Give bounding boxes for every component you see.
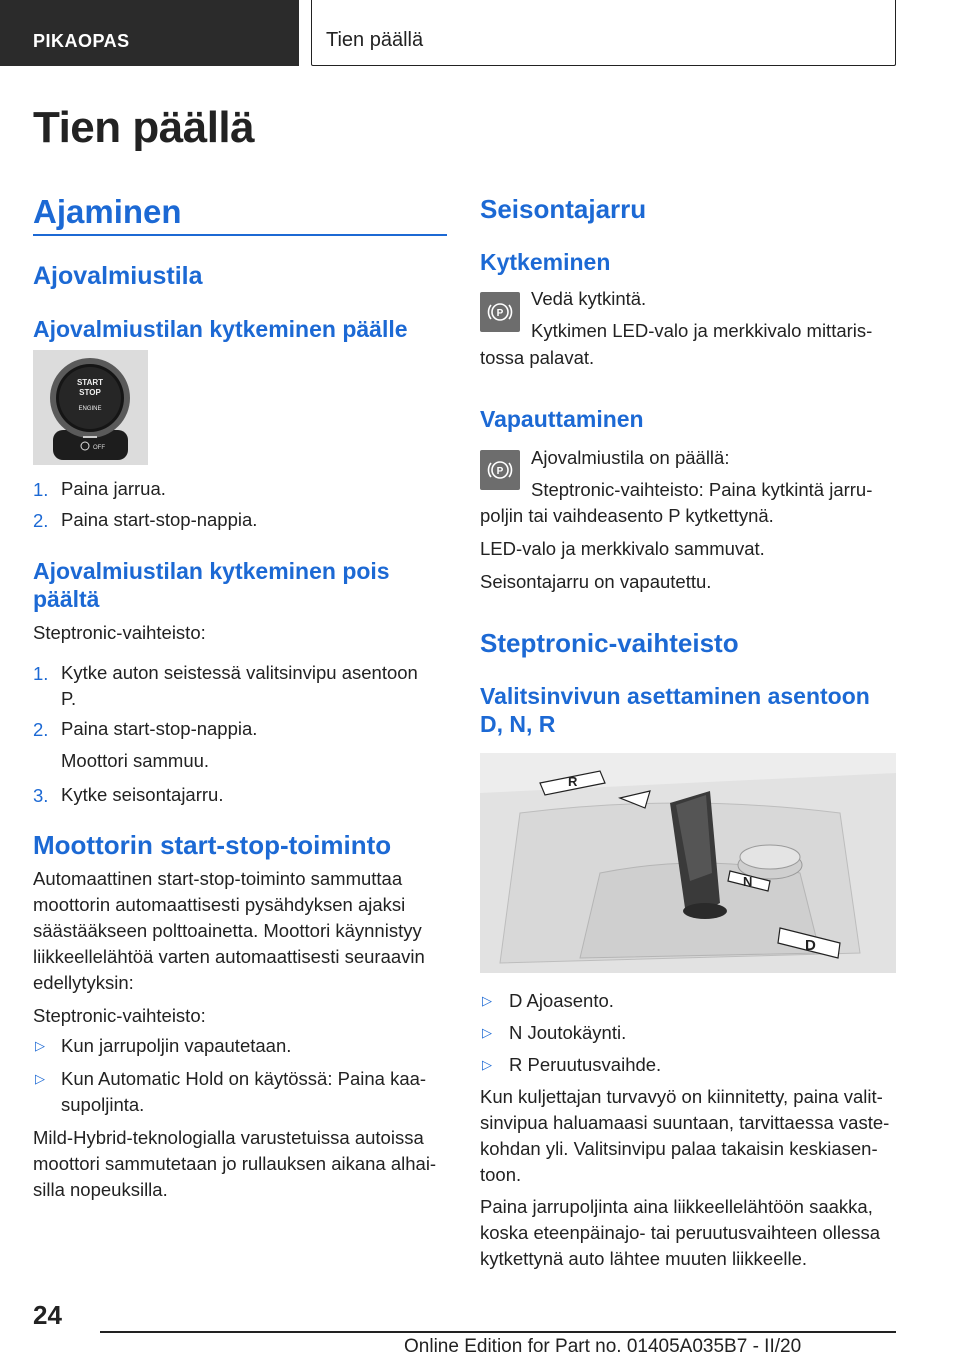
steptronic-label: Steptronic-vaihteisto: (33, 622, 206, 643)
paragraph-line: edellytyksin: (33, 972, 134, 993)
step-text: Kytke auton seistessä valitsinvipu asentoon (61, 662, 418, 683)
paragraph-line: LED-valo ja merkkivalo sammuvat. (480, 538, 765, 559)
engine-text: ENGINE (78, 406, 102, 412)
section-tab (0, 0, 299, 66)
step-text-cont: P. (61, 688, 77, 709)
paragraph-line: liikkeellelähtöä varten automaattisesti seuraavin (33, 946, 425, 967)
paragraph-line: kohdan yli. Valitsinvipu palaa takaisin keskiasen- (480, 1138, 878, 1159)
parking-brake-icon (480, 450, 520, 490)
triangle-bullet-icon: ▷ (482, 1057, 492, 1072)
heading-kytkeminen-pois-line2: päältä (33, 586, 100, 612)
step-number: 2. (33, 719, 49, 740)
paragraph-line: Kytkimen LED-valo ja merkkivalo mittaris- (531, 320, 873, 341)
paragraph-line: kytkettynä auto lähtee muuten liikkeelle. (480, 1248, 808, 1269)
triangle-bullet-icon: ▷ (35, 1038, 45, 1053)
step-text: Paina jarrua. (61, 478, 166, 499)
heading-seisontajarru: Seisontajarru (480, 194, 647, 224)
heading-valitsin-line2: D, N, R (480, 711, 556, 737)
paragraph-line: moottorin automaattisesti pysähdyksen ajaksi (33, 894, 406, 915)
paragraph-line: Mild-Hybrid-teknologialla varustetuissa autoissa (33, 1127, 424, 1148)
paragraph-line: koska eteenpäinajo- tai peruutusvaihteen ollessa (480, 1222, 881, 1243)
triangle-bullet-icon: ▷ (35, 1071, 45, 1086)
gear-label-d: D (805, 937, 816, 954)
paragraph-line: Kun kuljettajan turvavyö on kiinnitetty, paina valit- (480, 1086, 883, 1107)
triangle-bullet-icon: ▷ (482, 1025, 492, 1040)
paragraph-line: moottori sammutetaan jo rullauksen aikana alhai- (33, 1153, 437, 1174)
start-stop-button-image (33, 350, 148, 465)
gear-selector-image (480, 753, 896, 973)
heading-kytkeminen-pois-line1: Ajovalmiustilan kytkeminen pois (33, 558, 390, 584)
step-subtext: Moottori sammuu. (61, 750, 210, 771)
heading-rule (33, 234, 447, 236)
step-text: Paina start-stop-nappia. (61, 509, 258, 530)
heading-kytkeminen: Kytkeminen (480, 249, 611, 275)
bullet-text: N Joutokäynti. (509, 1022, 627, 1043)
paragraph-line: toon. (480, 1164, 522, 1185)
step-number: 1. (33, 479, 49, 500)
heading-ajovalmiustila: Ajovalmiustila (33, 262, 203, 290)
step-number: 3. (33, 785, 49, 806)
paragraph-line: Automaattinen start-stop-toiminto sammuttaa (33, 868, 403, 889)
chapter-title: Tien päällä (326, 29, 424, 51)
svg-text:P: P (496, 308, 504, 319)
heading-valitsin-line1: Valitsinvivun asettaminen asentoon (480, 683, 870, 709)
paragraph-line: silla nopeuksilla. (33, 1179, 168, 1200)
footer-edition: Online Edition for Part no. 01405A035B7 - II/20 (404, 1336, 802, 1357)
footer-rule (100, 1331, 896, 1333)
chapter-title-box (311, 0, 896, 66)
paragraph-line: poljin tai vaihdeasento P kytkettynä. (480, 505, 774, 526)
paragraph-line: säästääkseen polttoainetta. Moottori käynnistyy (33, 920, 422, 941)
paragraph-line: sinvipua haluamaasi suuntaan, tarvittaessa vaste- (480, 1112, 890, 1133)
step-text: Kytke seisontajarru. (61, 784, 224, 805)
heading-kytkeminen-paalle: Ajovalmiustilan kytkeminen päälle (33, 316, 408, 342)
start-text: START (76, 378, 104, 387)
paragraph-line: Seisontajarru on vapautettu. (480, 571, 712, 592)
section-label: PIKAOPAS (33, 31, 130, 51)
step-number: 1. (33, 663, 49, 684)
heading-steptronic: Steptronic-vaihteisto (480, 628, 739, 658)
heading-ajaminen: Ajaminen (33, 193, 182, 230)
steptronic-label: Steptronic-vaihteisto: (33, 1005, 206, 1026)
bullet-text: R Peruutusvaihde. (509, 1054, 662, 1075)
bullet-text: Kun Automatic Hold on käytössä: Paina kaa- (61, 1068, 427, 1089)
page-number: 24 (33, 1300, 62, 1330)
paragraph-line: Steptronic-vaihteisto: Paina kytkintä jarru- (531, 479, 873, 500)
stop-text: STOP (79, 388, 101, 397)
gear-label-r: R (568, 774, 578, 789)
triangle-bullet-icon: ▷ (482, 993, 492, 1008)
page-title: Tien päällä (33, 103, 255, 152)
paragraph-line: tossa palavat. (480, 347, 595, 368)
bullet-text: D Ajoasento. (509, 990, 614, 1011)
heading-vapauttaminen: Vapauttaminen (480, 406, 644, 432)
heading-start-stop: Moottorin start-stop-toiminto (33, 830, 392, 860)
step-number: 2. (33, 510, 49, 531)
bullet-text: Kun jarrupoljin vapautetaan. (61, 1035, 292, 1056)
paragraph-line: Vedä kytkintä. (531, 288, 647, 309)
step-text: Paina start-stop-nappia. (61, 718, 258, 739)
parking-brake-icon (480, 292, 520, 332)
gear-label-n: N (743, 874, 753, 889)
paragraph-line: Ajovalmiustila on päällä: (531, 447, 730, 468)
bullet-text-cont: supoljinta. (61, 1094, 145, 1115)
svg-text:P: P (496, 466, 504, 477)
off-text: OFF (93, 445, 105, 451)
paragraph-line: Paina jarrupoljinta aina liikkeellelähtöön saakka, (480, 1196, 873, 1217)
